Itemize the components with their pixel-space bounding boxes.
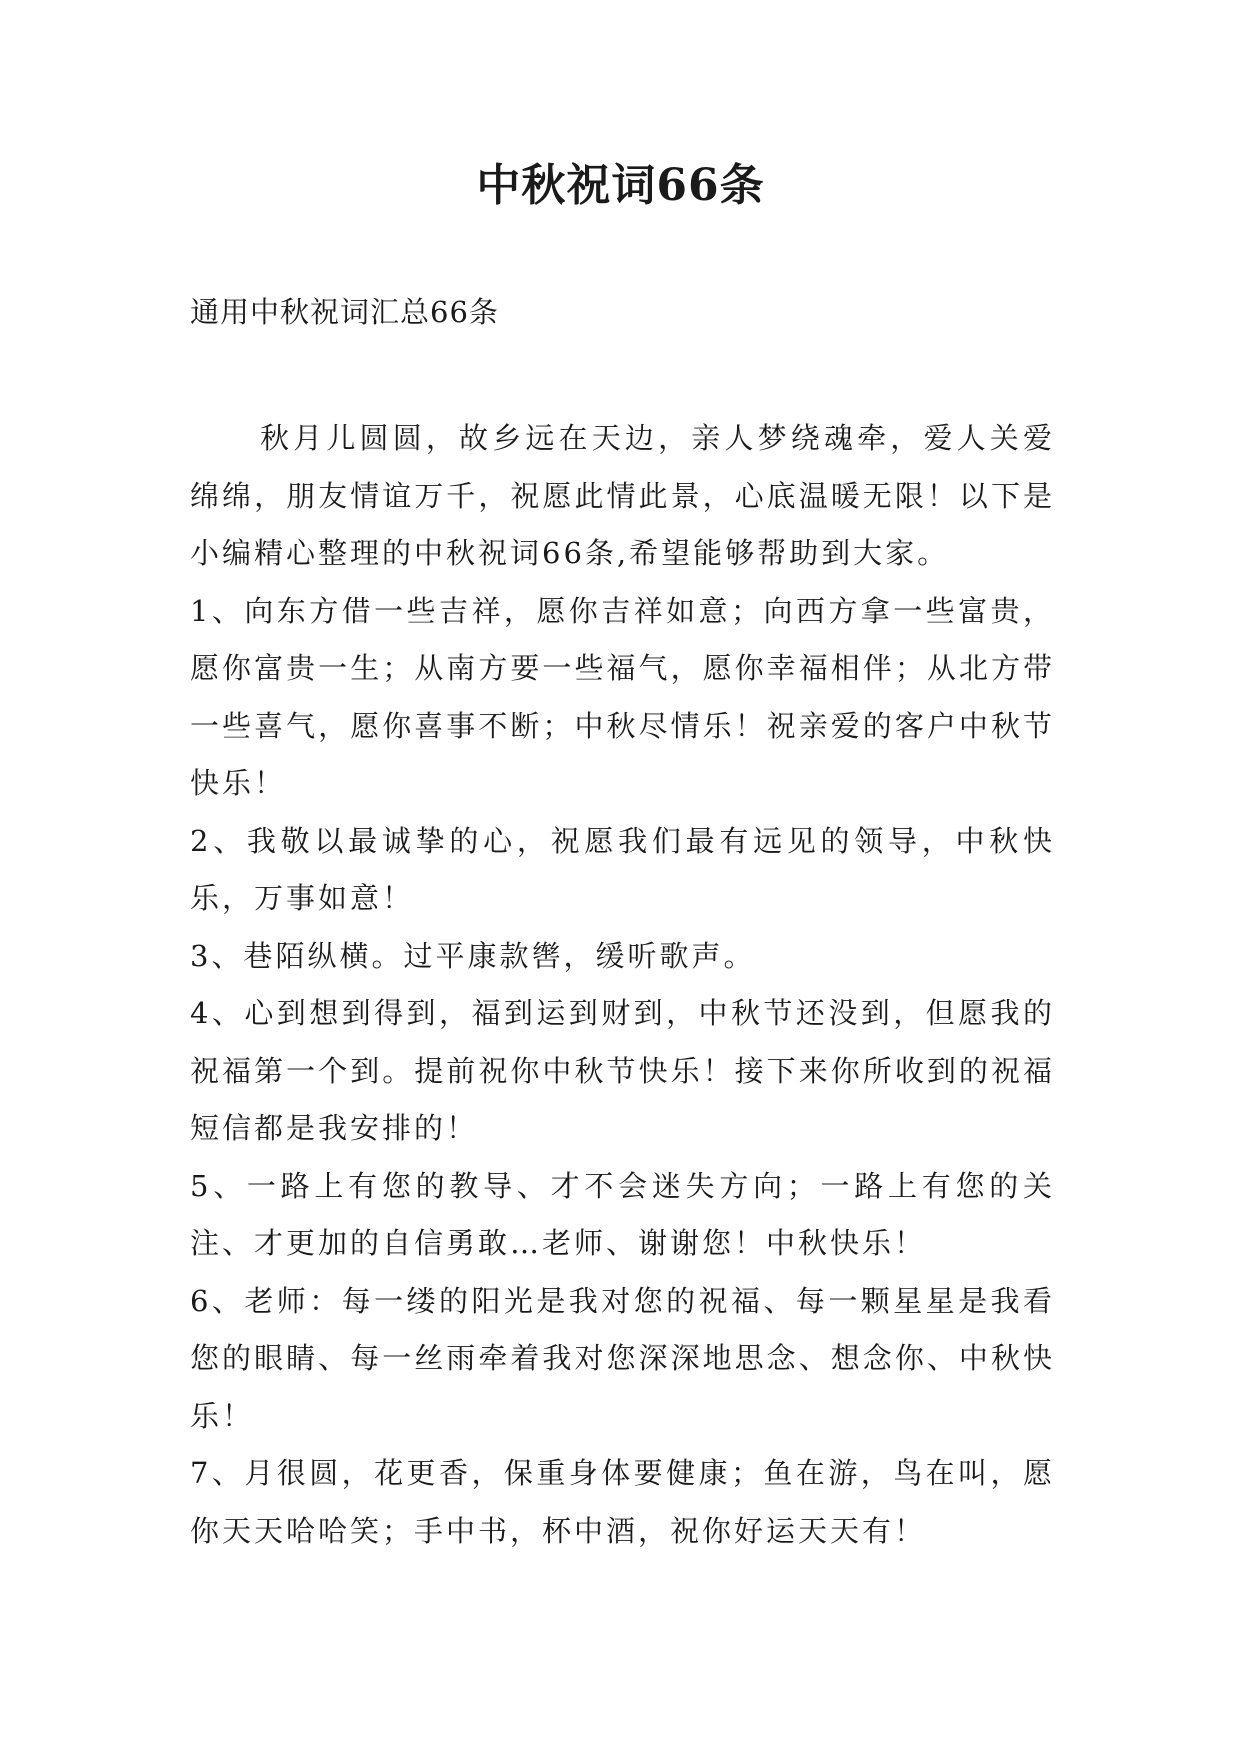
list-item: 2、我敬以最诚挚的心，祝愿我们最有远见的领导，中秋快乐，万事如意！ [190,823,1055,915]
list-item: 3、巷陌纵横。过平康款辔，缓听歌声。 [190,938,756,973]
document-body [190,410,1055,1560]
intro-paragraph: 秋月儿圆圆，故乡远在天边，亲人梦绕魂牵，爱人关爱绵绵，朋友情谊万千，祝愿此情此景，心底温暖无限！以下是小编精心整理的中秋祝词66条,希望能够帮助到大家。 [190,421,1055,570]
list-item: 6、老师：每一缕的阳光是我对您的祝福、每一颗星星是我看您的眼睛、每一丝雨牵着我对您深深地思念、想念你、中秋快乐！ [190,1283,1055,1433]
document-subtitle: 通用中秋祝词汇总66条 [190,295,499,329]
list-item: 5、一路上有您的教导、才不会迷失方向；一路上有您的关注、才更加的自信勇敢…老师、谢谢您！中秋快乐！ [190,1168,1055,1260]
list-item: 4、心到想到得到，福到运到财到，中秋节还没到，但愿我的祝福第一个到。提前祝你中秋节快乐！接下来你所收到的祝福短信都是我安排的！ [190,996,1055,1145]
list-item: 1、向东方借一些吉祥，愿你吉祥如意；向西方拿一些富贵，愿你富贵一生；从南方要一些福气，愿你幸福相伴；从北方带一些喜气，愿你喜事不断；中秋尽情乐！祝亲爱的客户中秋节快乐！ [190,593,1055,800]
document-title: 中秋祝词66条 [476,160,765,211]
list-item: 7、月很圆，花更香，保重身体要健康；鱼在游，鸟在叫，愿你天天哈哈笑；手中书，杯中酒，祝你好运天天有！ [190,1456,1055,1548]
